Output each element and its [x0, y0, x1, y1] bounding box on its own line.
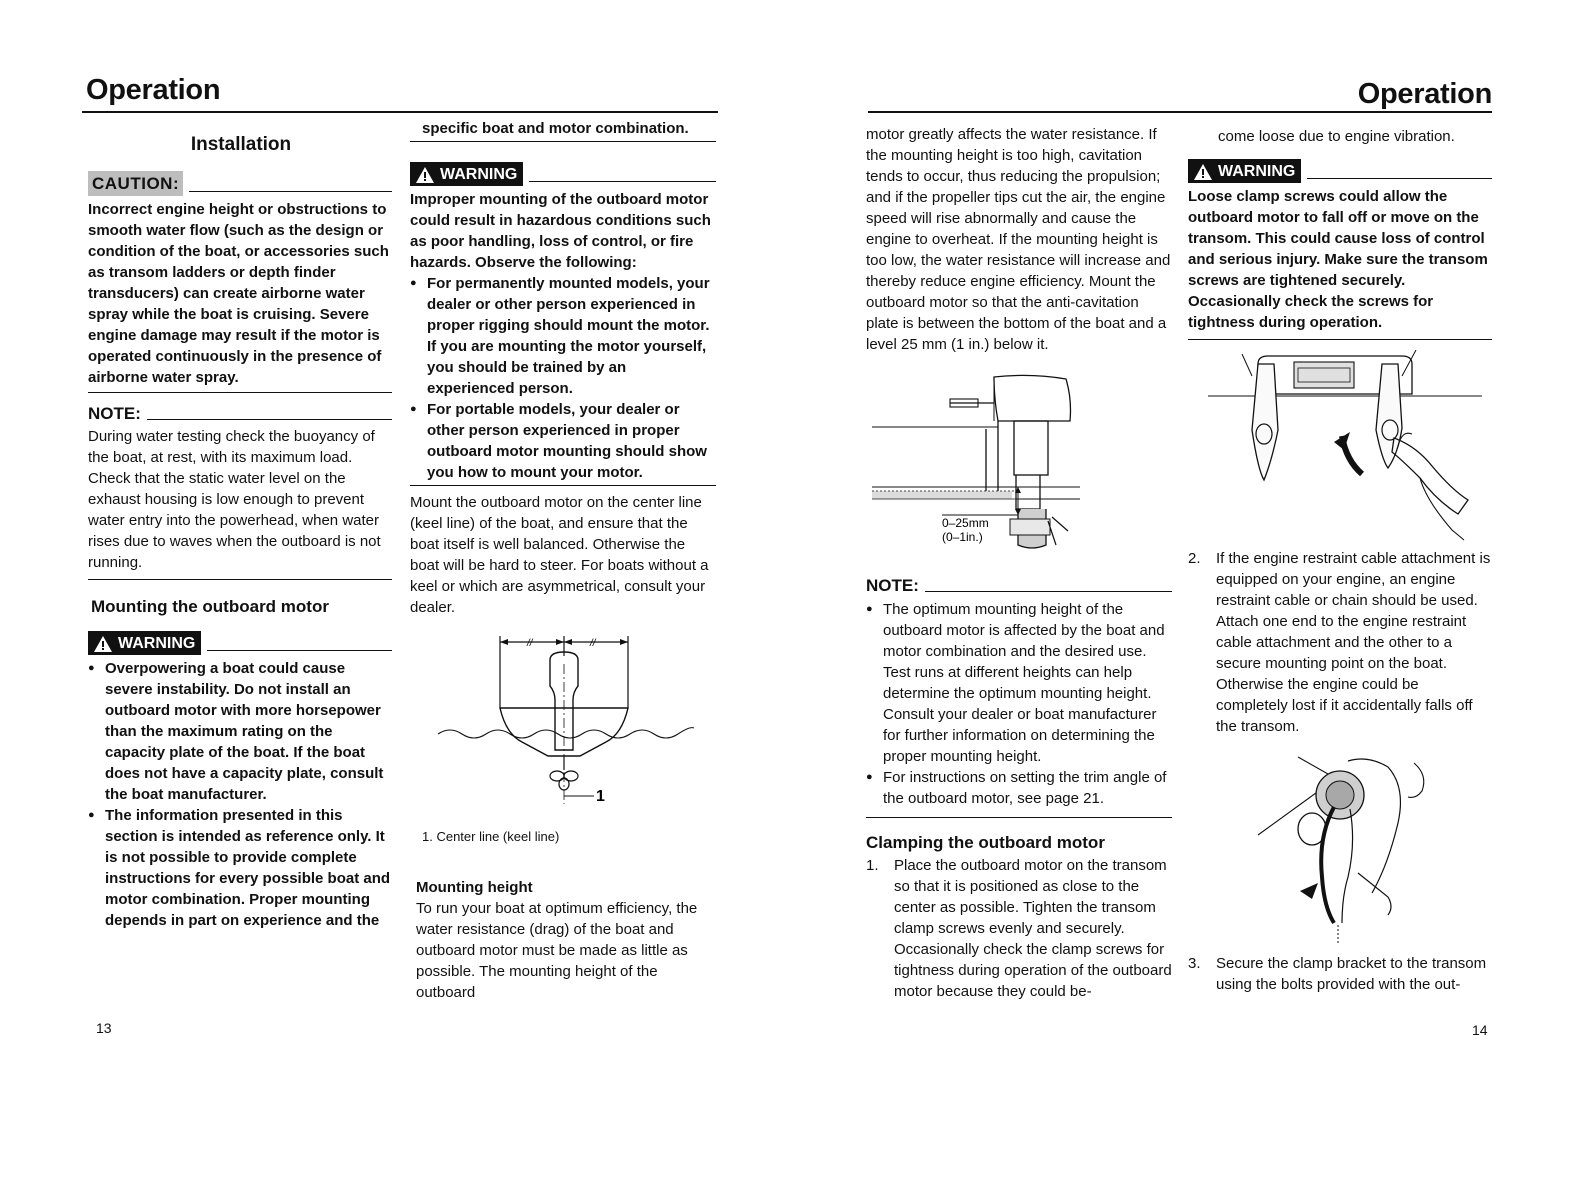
warning-label: [88, 631, 201, 655]
figure-label-in: (0–1in.): [942, 530, 983, 544]
mounting-height-figure: [866, 369, 1086, 559]
warning-label-row: [410, 162, 716, 186]
warning-triangle-icon: [416, 167, 434, 183]
svg-text://: //: [590, 638, 596, 649]
warning-end-rule: [1188, 339, 1492, 340]
mounting-height-title: Mounting height: [416, 879, 533, 896]
mounting-height-text: To run your boat at optimum efficiency, the water resistance (drag) of the boat and outboard motor must be made as little as possible. The mounting height of the outboard: [416, 900, 698, 1001]
restraint-cable-figure: [1238, 747, 1438, 947]
list-item: ● For portable models, your dealer or other person experienced in proper outboard motor mounting should show you how to mount your motor.: [410, 399, 716, 483]
list-item: ● The information presented in this section is intended as reference only. It is not possible to provide complete instructions for every possible boat and motor combination. Proper mounting depends in part on experience and the: [88, 805, 392, 931]
mounting-warning-list: [88, 658, 392, 931]
warning-label-text: WARNING: [1218, 163, 1296, 180]
header-rule: [82, 111, 718, 113]
left-page: [0, 0, 760, 1191]
mounting-warning-row: [88, 631, 392, 655]
note-label-row: [866, 575, 1172, 596]
figure-caption: 1. Center line (keel line): [422, 829, 560, 844]
warning-intro: Improper mounting of the outboard motor could result in hazardous conditions such as poor handling, loss of control, or fire hazards. Observe the following:: [410, 191, 711, 271]
caution-label-row: [88, 171, 392, 196]
figure-label-mm: 0–25mm: [942, 516, 989, 530]
note-end-rule: [88, 579, 392, 580]
page-number: 13: [96, 1020, 112, 1036]
continued-text: specific boat and motor combination.: [422, 120, 689, 137]
keel-line-figure: [410, 634, 716, 814]
list-item: 1. Place the outboard motor on the transom so that it is positioned as close to the center as possible. Tighten the transom clamp screws evenly and securely. Occasionally check the clamp screws for tightness during operation of the outboard motor because they could be-: [866, 857, 1172, 1000]
note-end-rule: [866, 817, 1172, 818]
right-column-2: [1188, 126, 1492, 995]
list-item: 3. Secure the clamp bracket to the transom using the bolts provided with the out-: [1188, 955, 1487, 993]
continued-text: come loose due to engine vibration.: [1218, 128, 1455, 145]
warning-label-text: WARNING: [118, 635, 196, 652]
clamping-steps: [866, 855, 1172, 1002]
caution-text: Incorrect engine height or obstructions to smooth water flow (such as the design or condition of the boat, or accessories such as transom ladders or depth finder transducers) can create airborne water spray while the boat is cruising. Severe engine damage may result if the motor is operated continuously in the presence of airborne water spray.: [88, 201, 389, 386]
page-header-title: Operation: [86, 74, 221, 106]
right-page: [860, 0, 1588, 1191]
note-text: During water testing check the buoyancy of the boat, at rest, with its maximum load. Check that the static water level on the exhaust housing is low enough to prevent water entry into the powerhead, when water rises due to waves when the outboard is not running.: [88, 428, 381, 571]
note-label: NOTE:: [866, 576, 919, 595]
centerline-body: Mount the outboard motor on the center line (keel line) of the boat, and ensure that the boat itself is well balanced. Otherwise the boat will be hard to steer. For boats without a keel or which are asymmetrical, consult your dealer.: [410, 494, 709, 616]
page-number: 14: [1472, 1022, 1488, 1038]
mounting-height-section: [410, 877, 716, 1003]
warning-label-row: [1188, 159, 1492, 183]
caution-end-rule: [88, 392, 392, 393]
list-item: 2. If the engine restraint cable attachment is equipped on your engine, an engine restraint cable or chain should be used. Attach one end to the engine restraint cable attachment and the other to a secure mounting point on the boat. Otherwise the engine could be completely lost if it accidentally falls off the transom.: [1188, 550, 1491, 735]
figure-callout-1: 1: [596, 788, 605, 805]
warning-label-text: WARNING: [440, 166, 518, 183]
page-header-title: Operation: [1357, 78, 1492, 110]
warning-text: Loose clamp screws could allow the outboard motor to fall off or move on the transom. This could cause loss of control and serious injury. Make sure the transom screws are tightened securely. Occasionally check the screws for tightness during operation.: [1188, 188, 1488, 331]
warning-list: [410, 273, 716, 483]
clamp-bracket-steps: [1188, 953, 1492, 995]
continued-text: motor greatly affects the water resistance. If the mounting height is too high, cavitation tends to occur, thus reducing the propulsion; and if the propeller tips cut the air, the engine speed will rise abnormally and cause the engine to overheat. If the mounting height is too low, the water resistance will increase and thereby reduce engine efficiency. Mount the outboard motor so that the anti-cavitation plate is between the bottom of the boat and a level 25 mm (1 in.) below it.: [866, 126, 1171, 353]
header-rule: [868, 111, 1492, 113]
note-label: NOTE:: [88, 404, 141, 423]
warning-triangle-icon: [94, 636, 112, 652]
list-item: ● Overpowering a boat could cause severe instability. Do not install an outboard motor with more horsepower than the maximum rating on the capacity plate of the boat. If the boat does not have a capacity plate, consult the boat manufacturer.: [88, 658, 392, 805]
clamping-section-title: Clamping the outboard motor: [866, 833, 1105, 852]
right-column-1: [866, 124, 1172, 1002]
left-column-2: [410, 118, 716, 1003]
caution-label: CAUTION:: [88, 171, 183, 196]
warning-label: [410, 162, 523, 186]
note-list: [866, 599, 1172, 809]
mounting-section-title: Mounting the outboard motor: [91, 597, 329, 616]
warning-label: [1188, 159, 1301, 183]
left-column-1: [88, 134, 392, 931]
installation-title: Installation: [190, 134, 292, 155]
warning-end-rule: [410, 485, 716, 486]
continued-rule: [410, 141, 716, 142]
restraint-steps: [1188, 548, 1492, 737]
svg-text://: //: [527, 638, 533, 649]
list-item: ● For instructions on setting the trim angle of the outboard motor, see page 21.: [866, 767, 1172, 809]
clamp-screw-figure: [1202, 350, 1492, 546]
warning-triangle-icon: [1194, 164, 1212, 180]
list-item: ● For permanently mounted models, your dealer or other person experienced in proper rigging should mount the motor. If you are mounting the motor yourself, you should be trained by an experienced person.: [410, 273, 716, 399]
list-item: ● The optimum mounting height of the outboard motor is affected by the boat and motor combination and the desired use. Test runs at different heights can help determine the optimum mounting height. Consult your dealer or boat manufacturer for further information on determining the proper mounting height.: [866, 599, 1172, 767]
note-label-row: [88, 403, 392, 424]
